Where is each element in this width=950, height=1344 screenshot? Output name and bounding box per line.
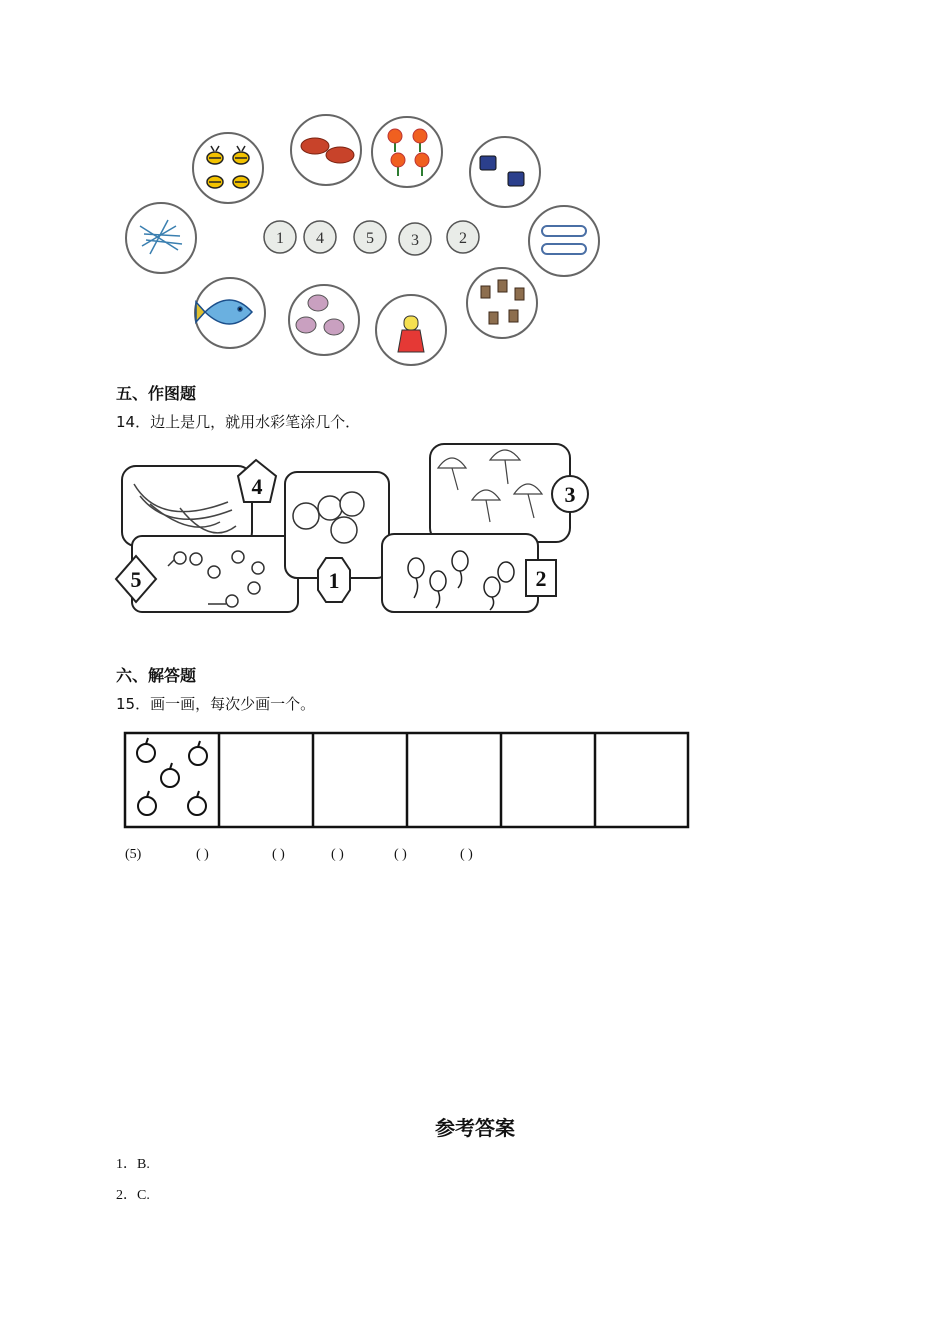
bananas-box bbox=[122, 466, 252, 546]
elephant-icons bbox=[296, 295, 344, 335]
blank-4: ( ) bbox=[331, 847, 344, 862]
drawing-grid bbox=[0, 726, 950, 836]
answers-title: 参考答案 bbox=[435, 1116, 515, 1140]
bees-circle bbox=[193, 133, 263, 203]
fish-icon bbox=[196, 300, 252, 324]
scissors-circle bbox=[126, 203, 196, 273]
answer-2: 2．C. bbox=[116, 1188, 150, 1203]
question-15: 15．画一画，每次少画一个。 bbox=[116, 695, 316, 713]
label-4: 4 bbox=[251, 474, 263, 499]
shirts-circle bbox=[470, 137, 540, 207]
number-bubble-5: 2 bbox=[459, 230, 467, 247]
shuttlecock-icon bbox=[398, 316, 424, 352]
label-3: 3 bbox=[564, 482, 576, 507]
blank-2: ( ) bbox=[196, 847, 209, 862]
paperclips-circle bbox=[529, 206, 599, 276]
number-bubble-3: 5 bbox=[366, 230, 374, 247]
answer-1: 1．B. bbox=[116, 1157, 150, 1172]
number-bubble-4: 3 bbox=[411, 232, 419, 249]
bee-icons bbox=[207, 146, 249, 188]
cup-icons bbox=[481, 280, 524, 324]
cups-circle bbox=[467, 268, 537, 338]
apple-icons bbox=[137, 738, 207, 815]
label-5: 5 bbox=[130, 567, 142, 592]
label-1: 1 bbox=[328, 568, 340, 593]
blank-5: ( ) bbox=[394, 847, 407, 862]
coloring-figure bbox=[0, 438, 950, 638]
paperclip-icons bbox=[542, 226, 586, 254]
crab-icons bbox=[301, 138, 354, 163]
number-bubble-1: 1 bbox=[276, 230, 284, 247]
label-2: 2 bbox=[535, 566, 547, 591]
blank-6: ( ) bbox=[460, 847, 473, 862]
shirt-icons bbox=[480, 156, 524, 186]
number-bubble-2: 4 bbox=[316, 230, 324, 247]
counting-figure bbox=[0, 0, 950, 380]
blank-1: (5) bbox=[125, 847, 142, 862]
question-14: 14．边上是几，就用水彩笔涂几个． bbox=[116, 413, 361, 431]
blank-3: ( ) bbox=[272, 847, 285, 862]
flowers-circle bbox=[372, 117, 442, 187]
section6-title: 六、解答题 bbox=[116, 666, 197, 685]
section5-title: 五、作图题 bbox=[116, 384, 197, 403]
scissors-icons bbox=[140, 220, 182, 254]
